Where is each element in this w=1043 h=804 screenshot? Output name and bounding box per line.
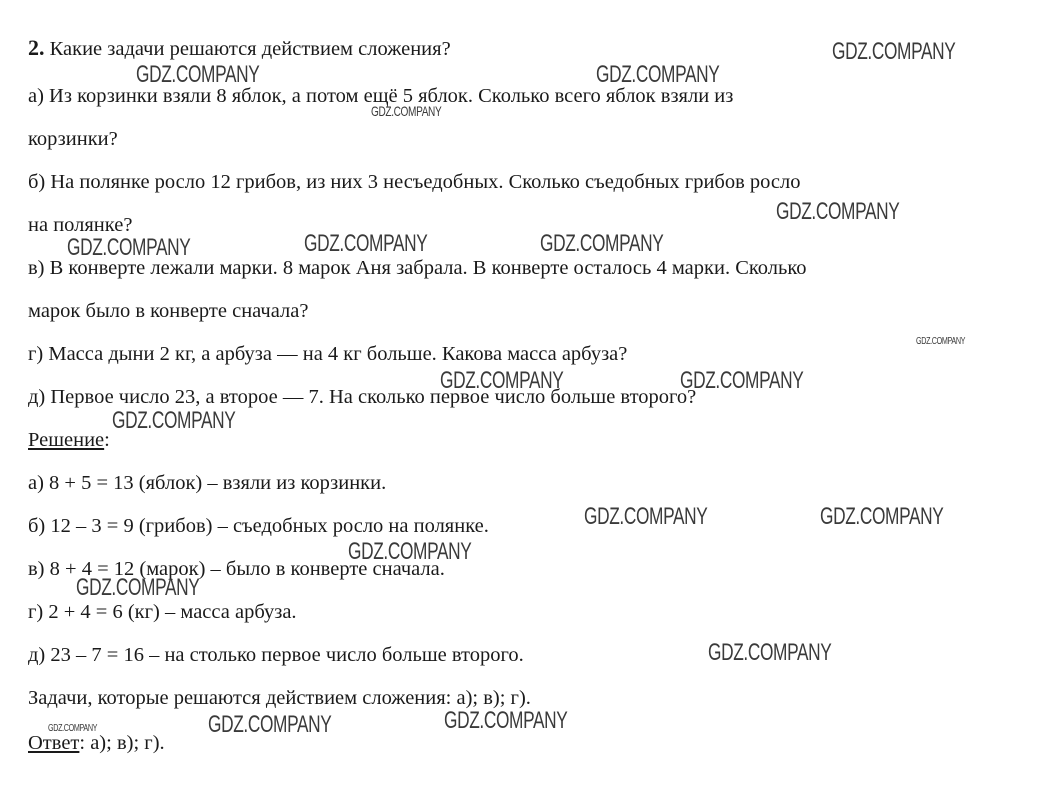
solution-colon: : <box>104 429 110 451</box>
solution-label: Решение <box>28 429 105 451</box>
task-a-line1: а) Из корзинки взяли 8 яблок, а потом ещё 5 яблок. Сколько всего яблок взяли из <box>28 85 734 107</box>
task-g: г) Масса дыни 2 кг, а арбуза — на 4 кг больше. Какова масса арбуза? <box>28 343 628 365</box>
watermark: GDZ.COMPANY <box>584 503 708 530</box>
watermark: GDZ.COMPANY <box>208 711 332 738</box>
watermark: GDZ.COMPANY <box>136 61 260 88</box>
watermark: GDZ.COMPANY <box>596 61 720 88</box>
watermark: GDZ.COMPANY <box>48 723 98 734</box>
watermark: GDZ.COMPANY <box>371 103 442 119</box>
solution-a: а) 8 + 5 = 13 (яблок) – взяли из корзинки. <box>28 472 387 494</box>
task-d: д) Первое число 23, а второе — 7. На сколько первое число больше второго? <box>28 386 697 408</box>
task-v-line1: в) В конверте лежали марки. 8 марок Аня забрала. В конверте осталось 4 марки. Сколько <box>28 257 807 279</box>
solution-d: д) 23 – 7 = 16 – на столько первое число больше второго. <box>28 644 524 666</box>
task-b-line2: на полянке? <box>28 214 133 236</box>
watermark: GDZ.COMPANY <box>832 38 956 65</box>
watermark: GDZ.COMPANY <box>680 367 804 394</box>
watermark: GDZ.COMPANY <box>348 538 472 565</box>
watermark: GDZ.COMPANY <box>76 574 200 601</box>
watermark: GDZ.COMPANY <box>67 234 191 261</box>
solution-v: в) 8 + 4 = 12 (марок) – было в конверте сначала. <box>28 558 445 580</box>
task-question: Какие задачи решаются действием сложения? <box>44 38 451 60</box>
task-v-line2: марок было в конверте сначала? <box>28 300 309 322</box>
watermark: GDZ.COMPANY <box>112 407 236 434</box>
watermark: GDZ.COMPANY <box>440 367 564 394</box>
watermark: GDZ.COMPANY <box>776 198 900 225</box>
task-number: 2. <box>28 35 45 60</box>
watermark: GDZ.COMPANY <box>820 503 944 530</box>
task-a-line2: корзинки? <box>28 128 118 150</box>
solution-b: б) 12 – 3 = 9 (грибов) – съедобных росло на полянке. <box>28 515 489 537</box>
solution-g: г) 2 + 4 = 6 (кг) – масса арбуза. <box>28 601 297 623</box>
task-b-line1: б) На полянке росло 12 грибов, из них 3 несъедобных. Сколько съедобных грибов росло <box>28 171 801 193</box>
answer-line <box>28 731 165 755</box>
watermark: GDZ.COMPANY <box>916 336 966 347</box>
answer-label: Ответ <box>28 732 80 754</box>
watermark: GDZ.COMPANY <box>304 230 428 257</box>
watermark: GDZ.COMPANY <box>708 639 832 666</box>
answer-text: : а); в); г). <box>79 732 165 754</box>
solution-heading <box>28 428 110 452</box>
watermark: GDZ.COMPANY <box>444 707 568 734</box>
task-heading <box>28 36 451 61</box>
watermark: GDZ.COMPANY <box>540 230 664 257</box>
solution-summary: Задачи, которые решаются действием сложения: а); в); г). <box>28 687 531 709</box>
